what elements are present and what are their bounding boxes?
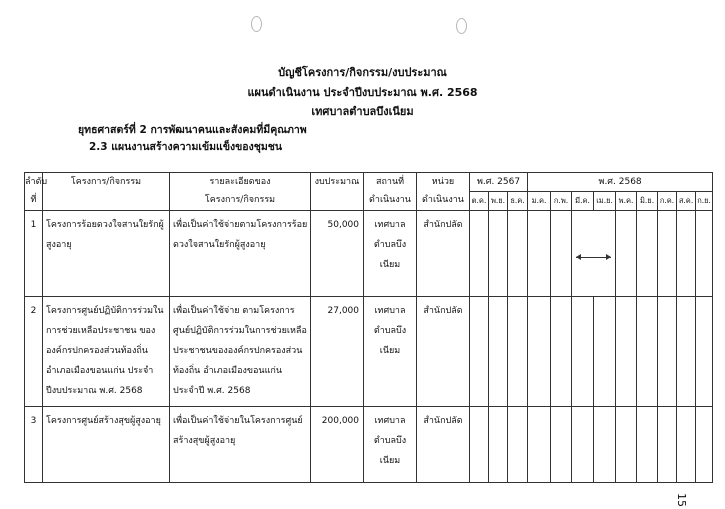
month-header: ต.ค. (470, 192, 489, 211)
month-header: ก.พ. (551, 192, 572, 211)
doc-title-1: บัญชีโครงการ/กิจกรรม/งบประมาณ (278, 66, 447, 79)
budget-plan-table (24, 172, 713, 483)
header-place-a: สถานที่ (375, 177, 405, 187)
header-no-b: ที่ (30, 195, 37, 205)
doc-title-3: เทศบาลตำบลบึงเนียม (311, 105, 414, 118)
row-no: 2 (25, 297, 43, 407)
header-year-2568: พ.ศ. 2568 (528, 173, 713, 192)
row-detail: เพื่อเป็นค่าใช้จ่ายในโครงการศูนย์สร้างสุขผู้สูงอายุ (170, 407, 311, 483)
timeline-arrow (576, 257, 611, 258)
punch-hole-left (251, 16, 262, 32)
header-place-b: ดำเนินงาน (369, 195, 411, 205)
table-row (25, 407, 713, 483)
row-budget: 27,000 (311, 297, 364, 407)
row-budget: 200,000 (311, 407, 364, 483)
strategy-heading: ยุทธศาสตร์ที่ 2 การพัฒนาคนและสังคมที่มีคุณภาพ (78, 124, 307, 136)
month-header: พ.ค. (616, 192, 637, 211)
header-no (25, 173, 48, 211)
month-header: ส.ค. (677, 192, 696, 211)
row-place: เทศบาลตำบลบึงเนียม (364, 297, 417, 407)
month-header: มี.ค. (572, 192, 594, 211)
row-project: โครงการศูนย์ปฏิบัติการร่วมในการช่วยเหลือประชาชน ขององค์กรปกครองส่วนท้องถิ่น อำเภอเมืองขอนแก่น ประจำปีงบประมาณ พ.ศ. 2568 (43, 297, 170, 407)
row-place: เทศบาลตำบลบึงเนียม (364, 407, 417, 483)
table-row (25, 297, 713, 407)
month-header: ธ.ค. (508, 192, 528, 211)
row-budget: 50,000 (311, 211, 364, 297)
row-place: เทศบาลตำบลบึงเนียม (364, 211, 417, 297)
row-no: 3 (25, 407, 43, 483)
row-unit: สำนักปลัด (417, 407, 470, 483)
header-unit-b: ดำเนินงาน (422, 195, 464, 205)
row-project: โครงการศูนย์สร้างสุขผู้สูงอายุ (43, 407, 170, 483)
header-unit-a: หน่วย (431, 177, 455, 187)
row-detail: เพื่อเป็นค่าใช้จ่าย ตามโครงการศูนย์ปฏิบัติการร่วมในการช่วยเหลือประชาชนขององค์กรปกครองส่วนท้องถิ่น อำเภอเมืองขอนแก่น ประจำปี พ.ศ. 2568 (170, 297, 311, 407)
row-detail: เพื่อเป็นค่าใช้จ่ายตามโครงการร้อยดวงใจสานใยรักผู้สูงอายุ (170, 211, 311, 297)
header-detail-a: รายละเอียดของ (209, 177, 271, 187)
punch-hole-right (456, 18, 467, 34)
row-project: โครงการร้อยดวงใจสานใยรักผู้สูงอายุ (43, 211, 170, 297)
month-header: ม.ค. (528, 192, 551, 211)
page-number: 15 (675, 493, 688, 507)
row-unit: สำนักปลัด (417, 211, 470, 297)
month-header: พ.ย. (489, 192, 508, 211)
row-no: 1 (25, 211, 43, 297)
header-budget: งบประมาณ (311, 173, 364, 211)
header-detail (170, 173, 311, 211)
header-year-2567: พ.ศ. 2567 (470, 173, 528, 192)
month-header: เม.ย. (594, 192, 616, 211)
plan-heading: 2.3 แผนงานสร้างความเข้มแข็งของชุมชน (89, 141, 283, 153)
month-header: มิ.ย. (637, 192, 658, 211)
table-row (25, 211, 713, 297)
header-unit (417, 173, 470, 211)
header-place (364, 173, 417, 211)
month-header: ก.ค. (658, 192, 677, 211)
month-header: ก.ย. (696, 192, 713, 211)
row-unit: สำนักปลัด (417, 297, 470, 407)
header-detail-b: โครงการ/กิจกรรม (204, 195, 276, 205)
header-project: โครงการ/กิจกรรม (43, 173, 170, 211)
header-no-a: ลำดับ (25, 177, 48, 187)
doc-title-2: แผนดำเนินงาน ประจำปีงบประมาณ พ.ศ. 2568 (247, 86, 478, 99)
